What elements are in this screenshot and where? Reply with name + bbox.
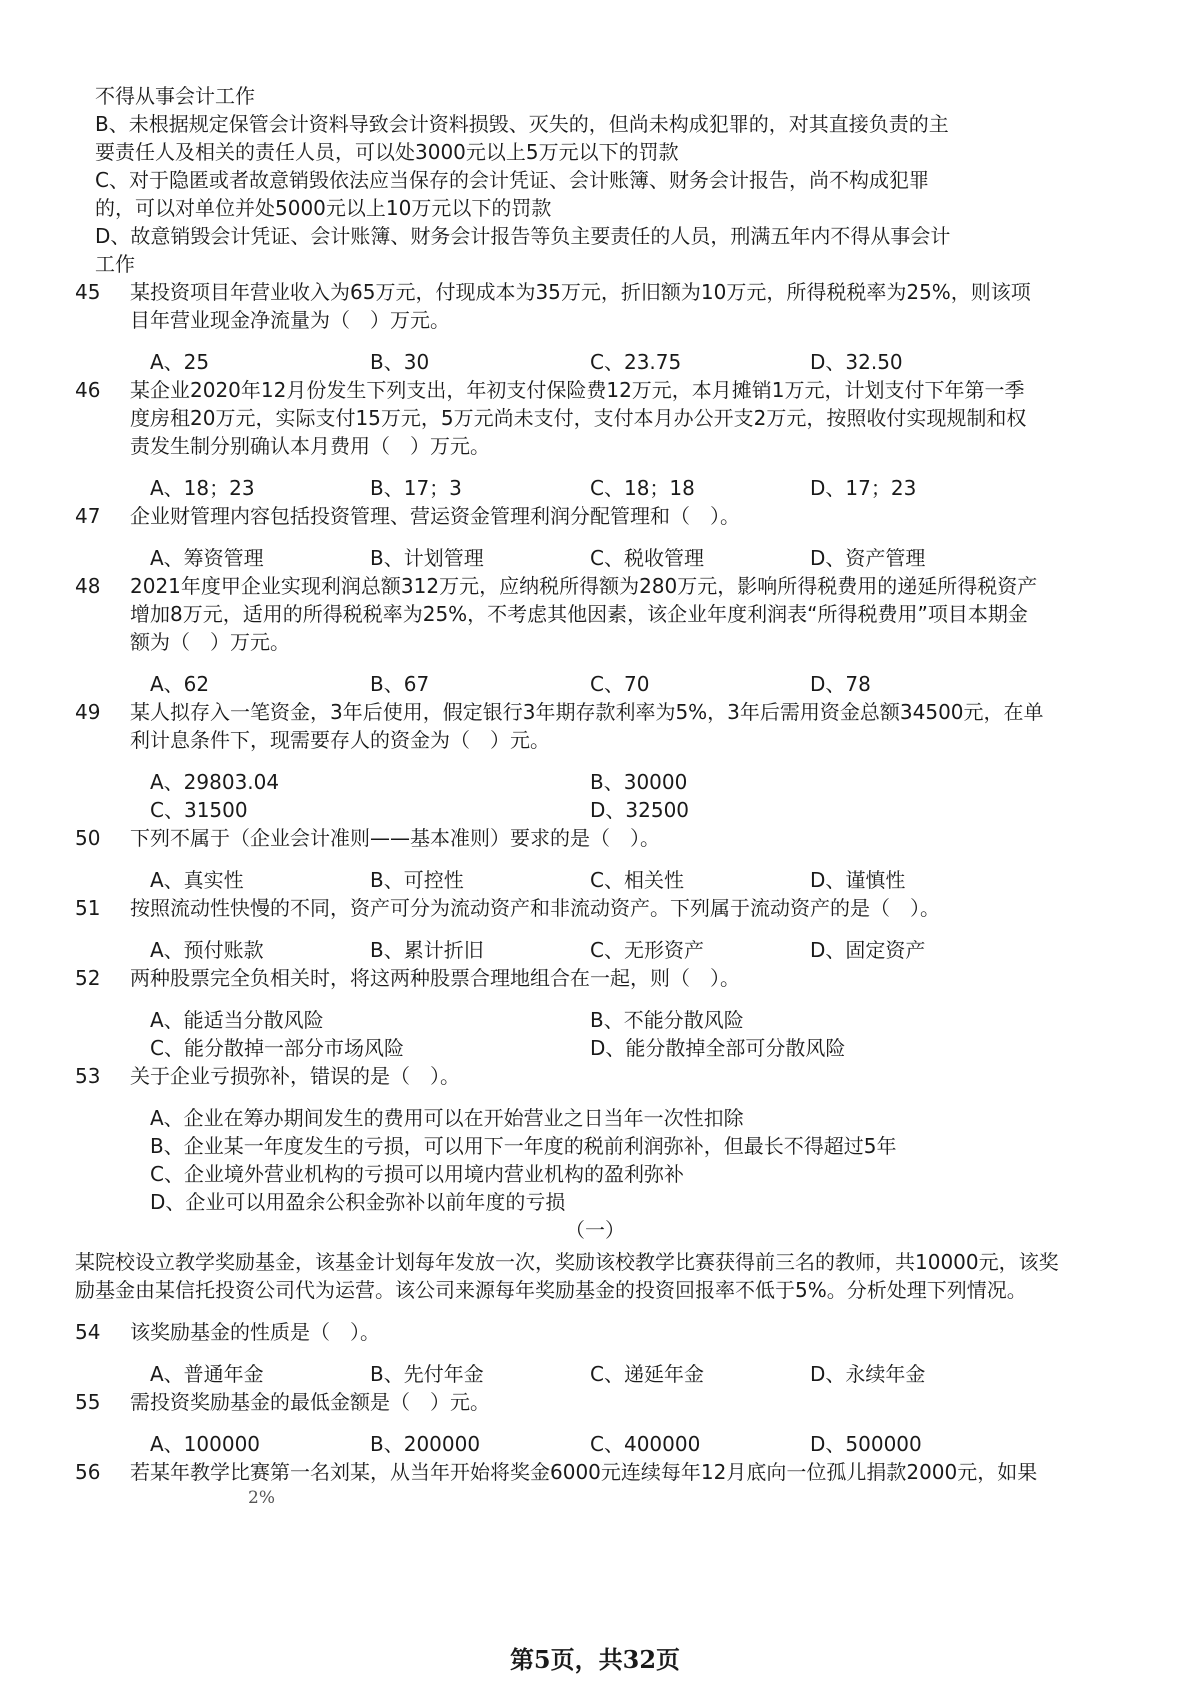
question-text: 增加8万元，适用的所得税税率为25%，不考虑其他因素，该企业年度利润表“所得税费用”项目本期金 [130, 602, 1028, 626]
question-text: 责发生制分别确认本月费用（ ）万元。 [130, 434, 490, 458]
option-c[interactable]: C、31500 [150, 798, 248, 822]
option-c[interactable]: C、税收管理 [590, 546, 704, 570]
question-text: 目年营业现金净流量为（ ）万元。 [130, 308, 450, 332]
option-a[interactable]: A、100000 [150, 1432, 261, 1456]
option-d[interactable]: D、17；23 [810, 476, 917, 500]
text-line: 的，可以对单位并处5000元以上10万元以下的罚款 [95, 196, 552, 220]
question-text: 某企业2020年12月份发生下列支出，年初支付保险费12万元，本月摊销1万元，计划支付下年第一季 [130, 378, 1025, 402]
option-c[interactable]: C、能分散掉一部分市场风险 [150, 1036, 404, 1060]
option-b[interactable]: B、可控性 [370, 868, 464, 892]
option-b[interactable]: B、200000 [370, 1432, 481, 1456]
option-d[interactable]: D、32500 [590, 798, 690, 822]
question-number: 56 [75, 1460, 101, 1484]
option-d[interactable]: D、78 [810, 672, 871, 696]
question-number: 51 [75, 896, 101, 920]
question-number: 49 [75, 700, 101, 724]
option-b[interactable]: B、30 [370, 350, 430, 374]
section-paragraph: 励基金由某信托投资公司代为运营。该公司来源每年奖励基金的投资回报率不低于5%。分析处理下列情况。 [75, 1278, 1027, 1302]
stray-percent: 2% [248, 1488, 275, 1508]
option-b[interactable]: B、30000 [590, 770, 688, 794]
option-d[interactable]: D、企业可以用盈余公积金弥补以前年度的亏损 [150, 1190, 566, 1214]
option-a[interactable]: A、29803.04 [150, 770, 280, 794]
question-number: 55 [75, 1390, 101, 1414]
option-c[interactable]: C、相关性 [590, 868, 684, 892]
option-a[interactable]: A、真实性 [150, 868, 244, 892]
option-c[interactable]: C、23.75 [590, 350, 682, 374]
question-number: 46 [75, 378, 101, 402]
text-line: 工作 [95, 252, 135, 276]
option-a[interactable]: A、62 [150, 672, 210, 696]
section-paragraph: 某院校设立教学奖励基金，该基金计划每年发放一次，奖励该校教学比赛获得前三名的教师，共10000元，该奖 [75, 1250, 1059, 1274]
option-a[interactable]: A、18；23 [150, 476, 255, 500]
option-c[interactable]: C、企业境外营业机构的亏损可以用境内营业机构的盈利弥补 [150, 1162, 684, 1186]
question-text: 2021年度甲企业实现利润总额312万元，应纳税所得额为280万元，影响所得税费用的递延所得税资产 [130, 574, 1038, 598]
question-text: 若某年教学比赛第一名刘某，从当年开始将奖金6000元连续每年12月底向一位孤儿捐款2000元，如果 [130, 1460, 1038, 1484]
option-b: B、未根据规定保管会计资料导致会计资料损毁、灭失的，但尚未构成犯罪的，对其直接负责的主 [95, 112, 949, 136]
page-indicator: 第5页，共32页 [509, 1645, 681, 1674]
section-title: （一） [565, 1218, 625, 1242]
option-b[interactable]: B、67 [370, 672, 430, 696]
option-b[interactable]: B、企业某一年度发生的亏损，可以用下一年度的税前利润弥补，但最长不得超过5年 [150, 1134, 897, 1158]
option-c: C、对于隐匿或者故意销毁依法应当保存的会计凭证、会计账簿、财务会计报告，尚不构成犯罪 [95, 168, 929, 192]
option-d[interactable]: D、能分散掉全部可分散风险 [590, 1036, 846, 1060]
option-a[interactable]: A、预付账款 [150, 938, 264, 962]
option-a[interactable]: A、筹资管理 [150, 546, 264, 570]
option-b[interactable]: B、计划管理 [370, 546, 484, 570]
option-c[interactable]: C、递延年金 [590, 1362, 704, 1386]
question-text: 两种股票完全负相关时，将这两种股票合理地组合在一起，则（ ）。 [130, 966, 740, 990]
question-text: 度房租20万元，实际支付15万元，5万元尚未支付，支付本月办公开支2万元，按照收付实现规制和权 [130, 406, 1027, 430]
option-a[interactable]: A、普通年金 [150, 1362, 264, 1386]
option-a[interactable]: A、25 [150, 350, 210, 374]
question-text: 额为（ ）万元。 [130, 630, 290, 654]
option-c[interactable]: C、无形资产 [590, 938, 704, 962]
option-d[interactable]: D、谨慎性 [810, 868, 906, 892]
option-b[interactable]: B、先付年金 [370, 1362, 484, 1386]
question-text: 企业财管理内容包括投资管理、营运资金管理利润分配管理和（ ）。 [130, 504, 740, 528]
question-text: 某人拟存入一笔资金，3年后使用，假定银行3年期存款利率为5%，3年后需用资金总额34500元，在单 [130, 700, 1044, 724]
question-text: 下列不属于（企业会计准则——基本准则）要求的是（ ）。 [130, 826, 660, 850]
option-b[interactable]: B、17；3 [370, 476, 462, 500]
option-d: D、故意销毁会计凭证、会计账簿、财务会计报告等负主要责任的人员，刑满五年内不得从事会计 [95, 224, 951, 248]
option-d[interactable]: D、500000 [810, 1432, 922, 1456]
question-text: 利计息条件下，现需要存人的资金为（ ）元。 [130, 728, 550, 752]
option-a[interactable]: A、企业在筹办期间发生的费用可以在开始营业之日当年一次性扣除 [150, 1106, 744, 1130]
question-number: 54 [75, 1320, 101, 1344]
option-d[interactable]: D、资产管理 [810, 546, 926, 570]
option-d[interactable]: D、永续年金 [810, 1362, 926, 1386]
option-c[interactable]: C、70 [590, 672, 650, 696]
question-text: 该奖励基金的性质是（ ）。 [130, 1320, 380, 1344]
question-number: 53 [75, 1064, 101, 1088]
option-a[interactable]: A、能适当分散风险 [150, 1008, 324, 1032]
option-b[interactable]: B、累计折旧 [370, 938, 484, 962]
option-c[interactable]: C、400000 [590, 1432, 701, 1456]
question-text: 关于企业亏损弥补，错误的是（ ）。 [130, 1064, 460, 1088]
option-d[interactable]: D、固定资产 [810, 938, 926, 962]
text-line: 要责任人及相关的责任人员，可以处3000元以上5万元以下的罚款 [95, 140, 679, 164]
question-number: 45 [75, 280, 101, 304]
option-c[interactable]: C、18；18 [590, 476, 695, 500]
question-number: 48 [75, 574, 101, 598]
option-d[interactable]: D、32.50 [810, 350, 903, 374]
question-text: 某投资项目年营业收入为65万元，付现成本为35万元，折旧额为10万元，所得税税率为25%，则该项 [130, 280, 1031, 304]
question-number: 52 [75, 966, 101, 990]
question-text: 按照流动性快慢的不同，资产可分为流动资产和非流动资产。下列属于流动资产的是（ ）。 [130, 896, 940, 920]
question-text: 需投资奖励基金的最低金额是（ ）元。 [130, 1390, 490, 1414]
text-line: 不得从事会计工作 [95, 84, 255, 108]
option-b[interactable]: B、不能分散风险 [590, 1008, 744, 1032]
question-number: 47 [75, 504, 101, 528]
question-number: 50 [75, 826, 101, 850]
